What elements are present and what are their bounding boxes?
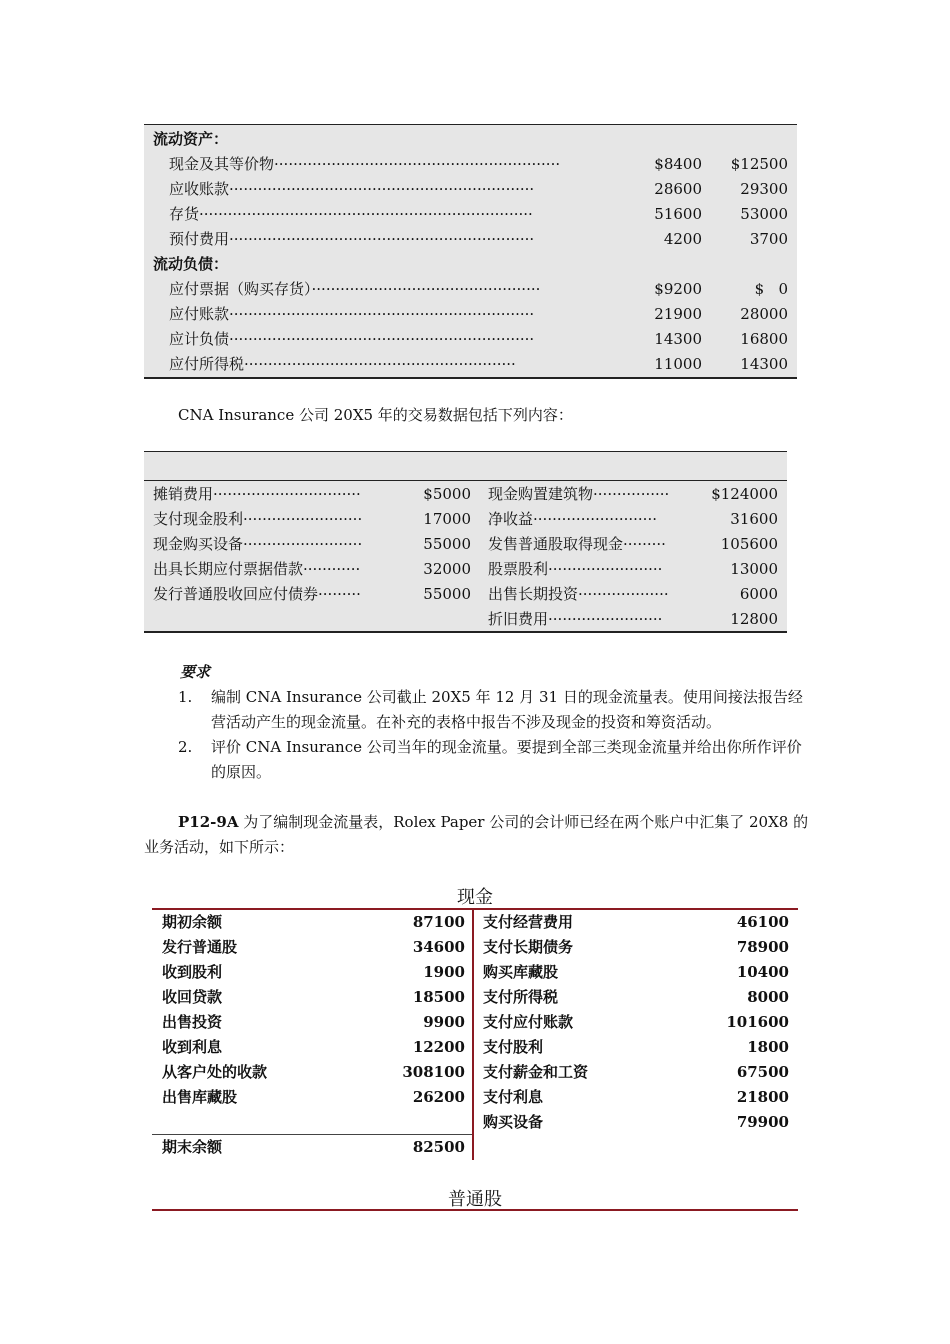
right-amount: 6000 xyxy=(739,585,778,603)
credit-row xyxy=(483,960,789,985)
value-current: 16800 xyxy=(740,330,788,348)
table-row xyxy=(144,507,787,532)
credit-label: 支付经营费用 xyxy=(483,913,574,931)
value-prior: 14300 xyxy=(654,330,702,348)
credit-row xyxy=(483,935,789,960)
credit-label: 支付薪金和工资 xyxy=(483,1063,589,1081)
value-prior: 4200 xyxy=(663,230,702,248)
left-label: 摊销费用······························· xyxy=(153,485,361,503)
value-prior: 28600 xyxy=(654,180,702,198)
left-label: 现金购买设备························· xyxy=(153,535,363,553)
debit-amount: 308100 xyxy=(402,1063,465,1081)
debit-label: 期初余额 xyxy=(162,913,223,931)
debit-label: 出售库藏股 xyxy=(162,1088,238,1106)
debit-row xyxy=(162,960,465,985)
left-label: 出具长期应付票据借款············ xyxy=(153,560,361,578)
credit-amount: 1800 xyxy=(747,1038,789,1056)
cash-account-title: 现金 xyxy=(457,887,493,908)
item-text: 编制 CNA Insurance 公司截止 20X5 年 12 月 31 日的现金流量表。使用间接法报告经营活动产生的现金流量。在补充的表格中报告不涉及现金的投资和筹资活动。 xyxy=(211,688,803,731)
table-row xyxy=(144,482,787,507)
right-label: 发售普通股取得现金········· xyxy=(488,535,666,553)
row-label: 现金及其等价物···························································· xyxy=(169,155,561,173)
row-label: 应付所得税························································· xyxy=(169,355,516,373)
row-label: 应付账款································································ xyxy=(169,305,535,323)
transactions-table xyxy=(144,481,787,633)
right-amount: 105600 xyxy=(720,535,778,553)
common-stock-account-title: 普通股 xyxy=(448,1189,502,1210)
left-label: 支付现金股利························· xyxy=(153,510,363,528)
debit-label: 收回贷款 xyxy=(162,988,223,1006)
credit-amount: 46100 xyxy=(736,913,789,931)
table-row xyxy=(144,277,797,302)
debit-amount: 9900 xyxy=(423,1013,465,1031)
transactions-header-band xyxy=(144,451,787,481)
intro-text: CNA Insurance 公司 20X5 年的交易数据包括下列内容： xyxy=(178,406,573,424)
table-row xyxy=(144,327,797,352)
left-amount: 55000 xyxy=(423,535,471,553)
requirement-item xyxy=(144,685,809,735)
credit-label: 支付所得税 xyxy=(483,988,559,1006)
table-row xyxy=(144,607,787,632)
requirement-item xyxy=(144,735,809,785)
debit-label: 发行普通股 xyxy=(162,938,238,956)
table-row xyxy=(144,352,797,377)
right-label: 现金购置建筑物················ xyxy=(488,485,670,503)
debit-label: 从客户处的收款 xyxy=(162,1063,268,1081)
value-current: $ 0 xyxy=(754,280,788,298)
value-prior: 51600 xyxy=(654,205,702,223)
credit-label: 支付应付账款 xyxy=(483,1013,574,1031)
debit-amount: 18500 xyxy=(412,988,465,1006)
requirements-title: 要求 xyxy=(180,663,211,681)
t-account-divider xyxy=(472,909,474,1160)
section-heading-row xyxy=(144,127,797,152)
ending-label: 期末余额 xyxy=(162,1138,223,1156)
left-amount: 32000 xyxy=(423,560,471,578)
credit-amount: 8000 xyxy=(747,988,789,1006)
requirements-list xyxy=(144,685,809,785)
value-current: 14300 xyxy=(740,355,788,373)
credit-row xyxy=(483,1110,789,1135)
right-label: 折旧费用························ xyxy=(488,610,663,628)
credit-label: 购买库藏股 xyxy=(483,963,559,981)
ending-amount: 82500 xyxy=(412,1138,465,1156)
value-prior: $8400 xyxy=(654,155,702,173)
left-amount: 55000 xyxy=(423,585,471,603)
value-prior: 21900 xyxy=(654,305,702,323)
problem-text: 为了编制现金流量表，Rolex Paper 公司的会计师已经在两个账户中汇集了 20X8 的业务活动，如下所示： xyxy=(144,813,809,856)
table-row xyxy=(144,582,787,607)
table-row xyxy=(144,152,797,177)
right-amount: $124000 xyxy=(711,485,778,503)
credit-amount: 78900 xyxy=(736,938,789,956)
left-amount: 17000 xyxy=(423,510,471,528)
value-prior: 11000 xyxy=(654,355,702,373)
credit-row xyxy=(483,1060,789,1085)
table-row xyxy=(144,227,797,252)
row-label: 应计负债································································ xyxy=(169,330,535,348)
section-heading-row xyxy=(144,252,797,277)
debit-row xyxy=(162,935,465,960)
debit-amount: 1900 xyxy=(423,963,465,981)
value-current: 53000 xyxy=(740,205,788,223)
debit-amount: 34600 xyxy=(412,938,465,956)
credit-row xyxy=(483,985,789,1010)
row-label: 预付费用································································ xyxy=(169,230,535,248)
right-amount: 12800 xyxy=(730,610,778,628)
debit-row xyxy=(162,1060,465,1085)
balance-table xyxy=(144,124,797,379)
section-heading: 流动资产： xyxy=(153,130,229,148)
credit-row xyxy=(483,910,789,935)
table-row xyxy=(144,557,787,582)
debit-row xyxy=(162,985,465,1010)
ending-balance-row xyxy=(162,1135,465,1160)
credit-amount: 67500 xyxy=(736,1063,789,1081)
table-row xyxy=(144,532,787,557)
row-label: 存货······································································ xyxy=(169,205,533,223)
value-current: 3700 xyxy=(749,230,788,248)
credit-amount: 101600 xyxy=(726,1013,789,1031)
right-amount: 13000 xyxy=(730,560,778,578)
debit-row xyxy=(162,1085,465,1110)
credit-amount: 10400 xyxy=(736,963,789,981)
credit-row xyxy=(483,1035,789,1060)
value-current: 28000 xyxy=(740,305,788,323)
debit-label: 收到利息 xyxy=(162,1038,223,1056)
right-amount: 31600 xyxy=(730,510,778,528)
left-amount: $5000 xyxy=(423,485,471,503)
debit-label: 收到股利 xyxy=(162,963,223,981)
debit-amount: 12200 xyxy=(412,1038,465,1056)
debit-label: 出售投资 xyxy=(162,1013,223,1031)
debit-row xyxy=(162,1035,465,1060)
left-label: 发行普通股收回应付债券········· xyxy=(153,585,361,603)
credit-row xyxy=(483,1085,789,1110)
right-label: 净收益·························· xyxy=(488,510,657,528)
row-label: 应付票据（购买存货）················································ xyxy=(169,280,541,298)
section-heading: 流动负债： xyxy=(153,255,229,273)
credit-label: 购买设备 xyxy=(483,1113,544,1131)
table-row xyxy=(144,177,797,202)
debit-row xyxy=(162,910,465,935)
right-label: 出售长期投资··················· xyxy=(488,585,669,603)
value-current: $12500 xyxy=(730,155,788,173)
credit-amount: 21800 xyxy=(736,1088,789,1106)
debit-amount: 26200 xyxy=(412,1088,465,1106)
debit-row xyxy=(162,1010,465,1035)
problem-code: P12-9A xyxy=(178,813,239,831)
value-prior: $9200 xyxy=(654,280,702,298)
row-label: 应收账款································································ xyxy=(169,180,535,198)
credit-label: 支付股利 xyxy=(483,1038,544,1056)
problem-paragraph xyxy=(144,810,809,860)
debit-amount: 87100 xyxy=(412,913,465,931)
right-label: 股票股利························ xyxy=(488,560,663,578)
item-number: 1. xyxy=(178,688,193,706)
credit-label: 支付利息 xyxy=(483,1088,544,1106)
t-account-top-line xyxy=(152,1209,798,1211)
credit-amount: 79900 xyxy=(736,1113,789,1131)
credit-row xyxy=(483,1010,789,1035)
credit-label: 支付长期债务 xyxy=(483,938,574,956)
item-number: 2. xyxy=(178,738,193,756)
item-text: 评价 CNA Insurance 公司当年的现金流量。要提到全部三类现金流量并给出你所作评价的原因。 xyxy=(211,738,802,781)
table-row xyxy=(144,302,797,327)
table-row xyxy=(144,202,797,227)
value-current: 29300 xyxy=(740,180,788,198)
